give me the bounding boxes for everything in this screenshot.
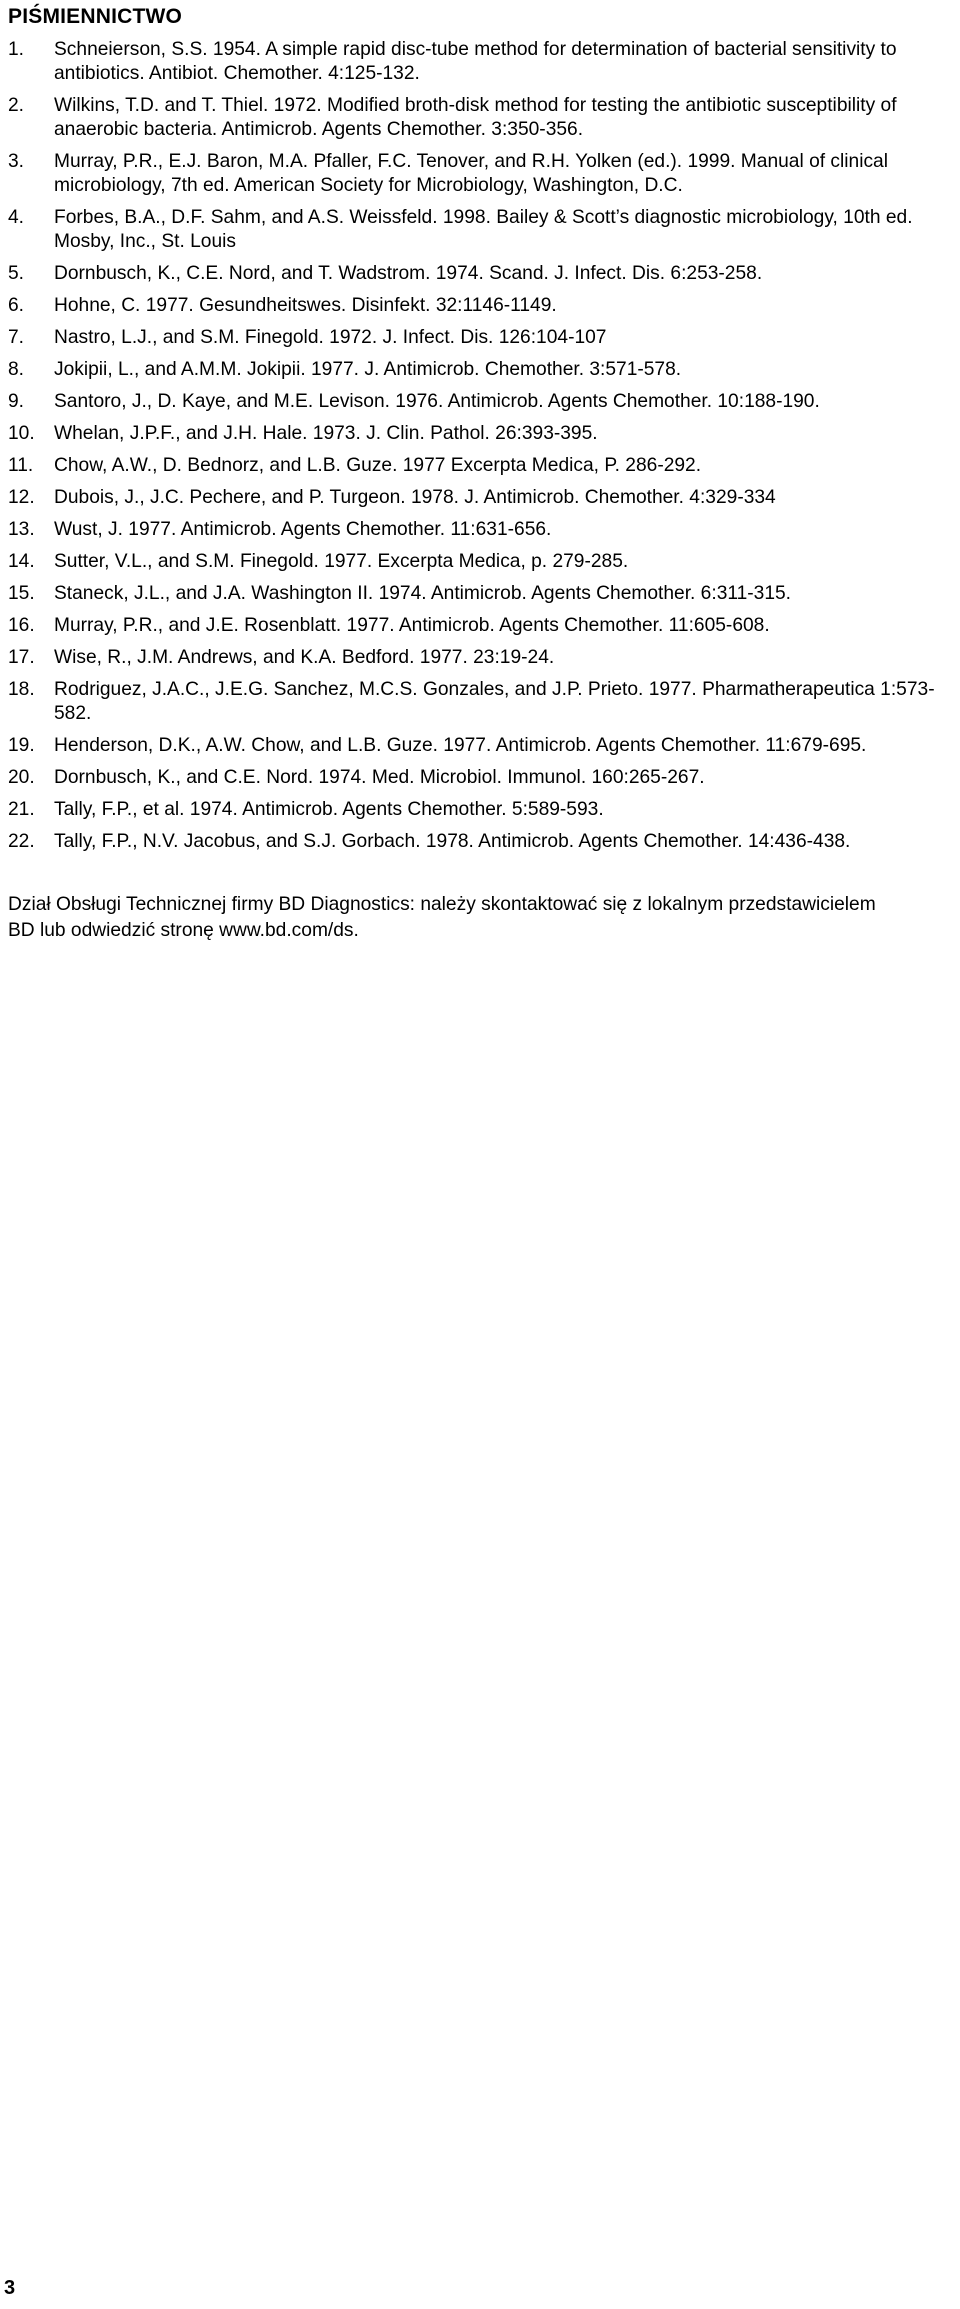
reference-item [8,294,952,318]
reference-number: 21. [8,799,35,820]
reference-item [8,422,952,446]
reference-number: 20. [8,767,35,788]
reference-item [8,766,952,790]
reference-item [8,798,952,822]
reference-text: Jokipii, L., and A.M.M. Jokipii. 1977. J. Antimicrob. Chemother. 3:571-578. [54,359,682,380]
reference-item [8,646,952,670]
reference-number: 16. [8,615,35,636]
reference-text: Tally, F.P., et al. 1974. Antimicrob. Agents Chemother. 5:589-593. [54,799,604,820]
page-number: 3 [4,2277,16,2299]
reference-item [8,678,952,726]
footer-note: Dział Obsługi Technicznej firmy BD Diagnostics: należy skontaktować się z lokalnym przedstawicielem BD lub odwiedzić stronę www.bd.com/ds. [8,894,876,941]
reference-text: Staneck, J.L., and J.A. Washington II. 1974. Antimicrob. Agents Chemother. 6:311-315. [54,583,792,604]
reference-item [8,358,952,382]
reference-list [8,38,952,854]
reference-number: 9. [8,391,25,412]
reference-text: Hohne, C. 1977. Gesundheitswes. Disinfekt. 32:1146-1149. [54,295,557,316]
reference-text: Murray, P.R., and J.E. Rosenblatt. 1977. Antimicrob. Agents Chemother. 11:605-608. [54,615,770,636]
reference-text: Rodriguez, J.A.C., J.E.G. Sanchez, M.C.S. Gonzales, and J.P. Prieto. 1977. Pharmatherapeutica 1:573-582. [54,679,935,724]
section-heading: PIŚMIENNICTWO [8,5,183,28]
reference-item [8,326,952,350]
reference-number: 10. [8,423,35,444]
reference-number: 1. [8,39,25,60]
reference-text: Wise, R., J.M. Andrews, and K.A. Bedford. 1977. 23:19-24. [54,647,555,668]
reference-item [8,518,952,542]
reference-number: 2. [8,95,25,116]
reference-text: Dornbusch, K., C.E. Nord, and T. Wadstrom. 1974. Scand. J. Infect. Dis. 6:253-258. [54,263,763,284]
reference-item [8,582,952,606]
reference-number: 6. [8,295,25,316]
reference-number: 11. [8,455,34,476]
reference-item [8,150,952,198]
reference-item [8,830,952,854]
reference-text: Murray, P.R., E.J. Baron, M.A. Pfaller, F.C. Tenover, and R.H. Yolken (ed.). 1999. Manual of clinical microbiology, 7th ed. American Society for Microbiology, Washington, D.C. [54,151,888,196]
reference-number: 17. [8,647,35,668]
reference-number: 12. [8,487,35,508]
reference-text: Dornbusch, K., and C.E. Nord. 1974. Med. Microbiol. Immunol. 160:265-267. [54,767,705,788]
reference-text: Santoro, J., D. Kaye, and M.E. Levison. 1976. Antimicrob. Agents Chemother. 10:188-190. [54,391,820,412]
reference-text: Nastro, L.J., and S.M. Finegold. 1972. J. Infect. Dis. 126:104-107 [54,327,607,348]
reference-text: Schneierson, S.S. 1954. A simple rapid disc-tube method for determination of bacterial sensitivity to antibiotics. Antibiot. Chemother. 4:125-132. [54,39,897,84]
reference-text: Sutter, V.L., and S.M. Finegold. 1977. Excerpta Medica, p. 279-285. [54,551,629,572]
reference-item [8,614,952,638]
reference-item [8,206,952,254]
reference-text: Wilkins, T.D. and T. Thiel. 1972. Modified broth-disk method for testing the antibiotic susceptibility of anaerobic bacteria. Antimicrob. Agents Chemother. 3:350-356. [54,95,897,140]
reference-number: 4. [8,207,25,228]
reference-number: 18. [8,679,35,700]
reference-item [8,550,952,574]
reference-item [8,94,952,142]
reference-item [8,486,952,510]
reference-text: Henderson, D.K., A.W. Chow, and L.B. Guze. 1977. Antimicrob. Agents Chemother. 11:679-695. [54,735,867,756]
reference-text: Chow, A.W., D. Bednorz, and L.B. Guze. 1977 Excerpta Medica, P. 286-292. [54,455,702,476]
reference-number: 15. [8,583,35,604]
reference-item [8,262,952,286]
reference-text: Dubois, J., J.C. Pechere, and P. Turgeon. 1978. J. Antimicrob. Chemother. 4:329-334 [54,487,776,508]
reference-item [8,454,952,478]
reference-number: 19. [8,735,35,756]
reference-number: 22. [8,831,35,852]
reference-text: Whelan, J.P.F., and J.H. Hale. 1973. J. Clin. Pathol. 26:393-395. [54,423,598,444]
reference-number: 14. [8,551,35,572]
reference-text: Forbes, B.A., D.F. Sahm, and A.S. Weissfeld. 1998. Bailey & Scott’s diagnostic microbiology, 10th ed. Mosby, Inc., St. Louis [54,207,913,252]
document-page [8,0,952,944]
reference-text: Tally, F.P., N.V. Jacobus, and S.J. Gorbach. 1978. Antimicrob. Agents Chemother. 14:436-438. [54,831,851,852]
reference-number: 5. [8,263,25,284]
reference-number: 13. [8,519,35,540]
reference-number: 8. [8,359,25,380]
reference-item [8,38,952,86]
reference-text: Wust, J. 1977. Antimicrob. Agents Chemother. 11:631-656. [54,519,552,540]
reference-item [8,734,952,758]
reference-number: 7. [8,327,25,348]
reference-number: 3. [8,151,25,172]
reference-item [8,390,952,414]
